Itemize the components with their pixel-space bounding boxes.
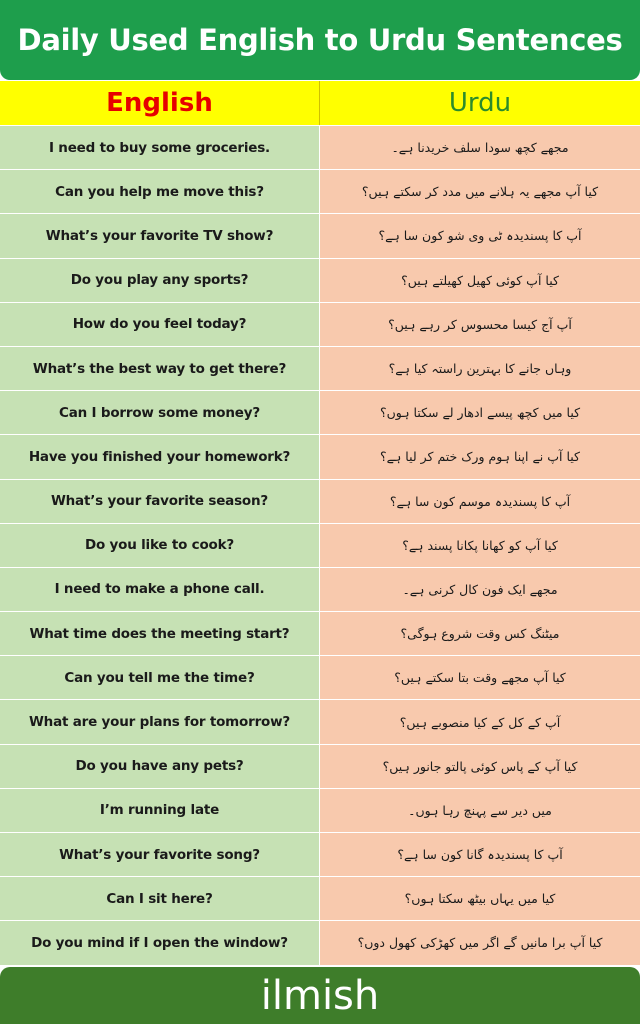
table-row	[0, 745, 640, 789]
table-row	[0, 921, 640, 965]
table-row	[0, 524, 640, 568]
table-row	[0, 435, 640, 479]
urdu-sentence: آپ کا پسندیدہ گانا کون سا ہے؟	[320, 833, 640, 876]
english-sentence: What are your plans for tomorrow?	[0, 700, 320, 743]
english-sentence: What’s your favorite song?	[0, 833, 320, 876]
urdu-sentence: کیا آپ کو کھانا پکانا پسند ہے؟	[320, 524, 640, 567]
table-row	[0, 789, 640, 833]
english-sentence: Do you play any sports?	[0, 259, 320, 302]
english-sentence: I’m running late	[0, 789, 320, 832]
english-sentence: What’s your favorite season?	[0, 480, 320, 523]
column-header-row	[0, 81, 640, 125]
urdu-sentence: آپ آج کیسا محسوس کر رہے ہیں؟	[320, 303, 640, 346]
urdu-sentence: کیا آپ نے اپنا ہوم ورک ختم کر لیا ہے؟	[320, 435, 640, 478]
table-row	[0, 700, 640, 744]
urdu-sentence: مجھے ایک فون کال کرنی ہے۔	[320, 568, 640, 611]
english-sentence: How do you feel today?	[0, 303, 320, 346]
english-column-header: English	[0, 81, 320, 125]
footer-banner	[0, 967, 640, 1024]
brand-name: ilmish	[260, 972, 380, 1019]
english-sentence: What’s the best way to get there?	[0, 347, 320, 390]
english-sentence: Have you finished your homework?	[0, 435, 320, 478]
urdu-sentence: مجھے کچھ سودا سلف خریدنا ہے۔	[320, 126, 640, 169]
table-row	[0, 126, 640, 170]
table-row	[0, 480, 640, 524]
table-row	[0, 170, 640, 214]
urdu-column-header: Urdu	[448, 88, 512, 118]
table-row	[0, 303, 640, 347]
table-row	[0, 568, 640, 612]
english-sentence: Do you have any pets?	[0, 745, 320, 788]
english-sentence: What’s your favorite TV show?	[0, 214, 320, 257]
table-row	[0, 656, 640, 700]
table-row	[0, 347, 640, 391]
table-row	[0, 612, 640, 656]
urdu-sentence: کیا آپ برا مانیں گے اگر میں کھڑکی کھول دوں؟	[320, 921, 640, 964]
english-sentence: Can you help me move this?	[0, 170, 320, 213]
urdu-sentence: میٹنگ کس وقت شروع ہوگی؟	[320, 612, 640, 655]
english-sentence: I need to buy some groceries.	[0, 126, 320, 169]
urdu-sentence: کیا میں یہاں بیٹھ سکتا ہوں؟	[320, 877, 640, 920]
urdu-sentence: میں دیر سے پہنچ رہا ہوں۔	[320, 789, 640, 832]
english-sentence: Do you mind if I open the window?	[0, 921, 320, 964]
english-sentence: What time does the meeting start?	[0, 612, 320, 655]
table-row	[0, 391, 640, 435]
english-sentence: I need to make a phone call.	[0, 568, 320, 611]
urdu-sentence: کیا آپ کوئی کھیل کھیلتے ہیں؟	[320, 259, 640, 302]
english-sentence: Can I sit here?	[0, 877, 320, 920]
urdu-sentence: آپ کا پسندیدہ موسم کون سا ہے؟	[320, 480, 640, 523]
english-sentence: Do you like to cook?	[0, 524, 320, 567]
sentence-table	[0, 126, 640, 966]
urdu-sentence: وہاں جانے کا بہترین راستہ کیا ہے؟	[320, 347, 640, 390]
table-row	[0, 833, 640, 877]
urdu-sentence: کیا آپ کے پاس کوئی پالتو جانور ہیں؟	[320, 745, 640, 788]
table-row	[0, 877, 640, 921]
english-sentence: Can you tell me the time?	[0, 656, 320, 699]
urdu-sentence: آپ کا پسندیدہ ٹی وی شو کون سا ہے؟	[320, 214, 640, 257]
page-title: Daily Used English to Urdu Sentences	[17, 23, 623, 57]
table-row	[0, 214, 640, 258]
title-banner	[0, 0, 640, 80]
urdu-sentence: کیا آپ مجھے یہ ہلانے میں مدد کر سکتے ہیں؟	[320, 170, 640, 213]
urdu-sentence: آپ کے کل کے کیا منصوبے ہیں؟	[320, 700, 640, 743]
english-sentence: Can I borrow some money?	[0, 391, 320, 434]
table-row	[0, 259, 640, 303]
urdu-sentence: کیا آپ مجھے وقت بتا سکتے ہیں؟	[320, 656, 640, 699]
urdu-sentence: کیا میں کچھ پیسے ادھار لے سکتا ہوں؟	[320, 391, 640, 434]
